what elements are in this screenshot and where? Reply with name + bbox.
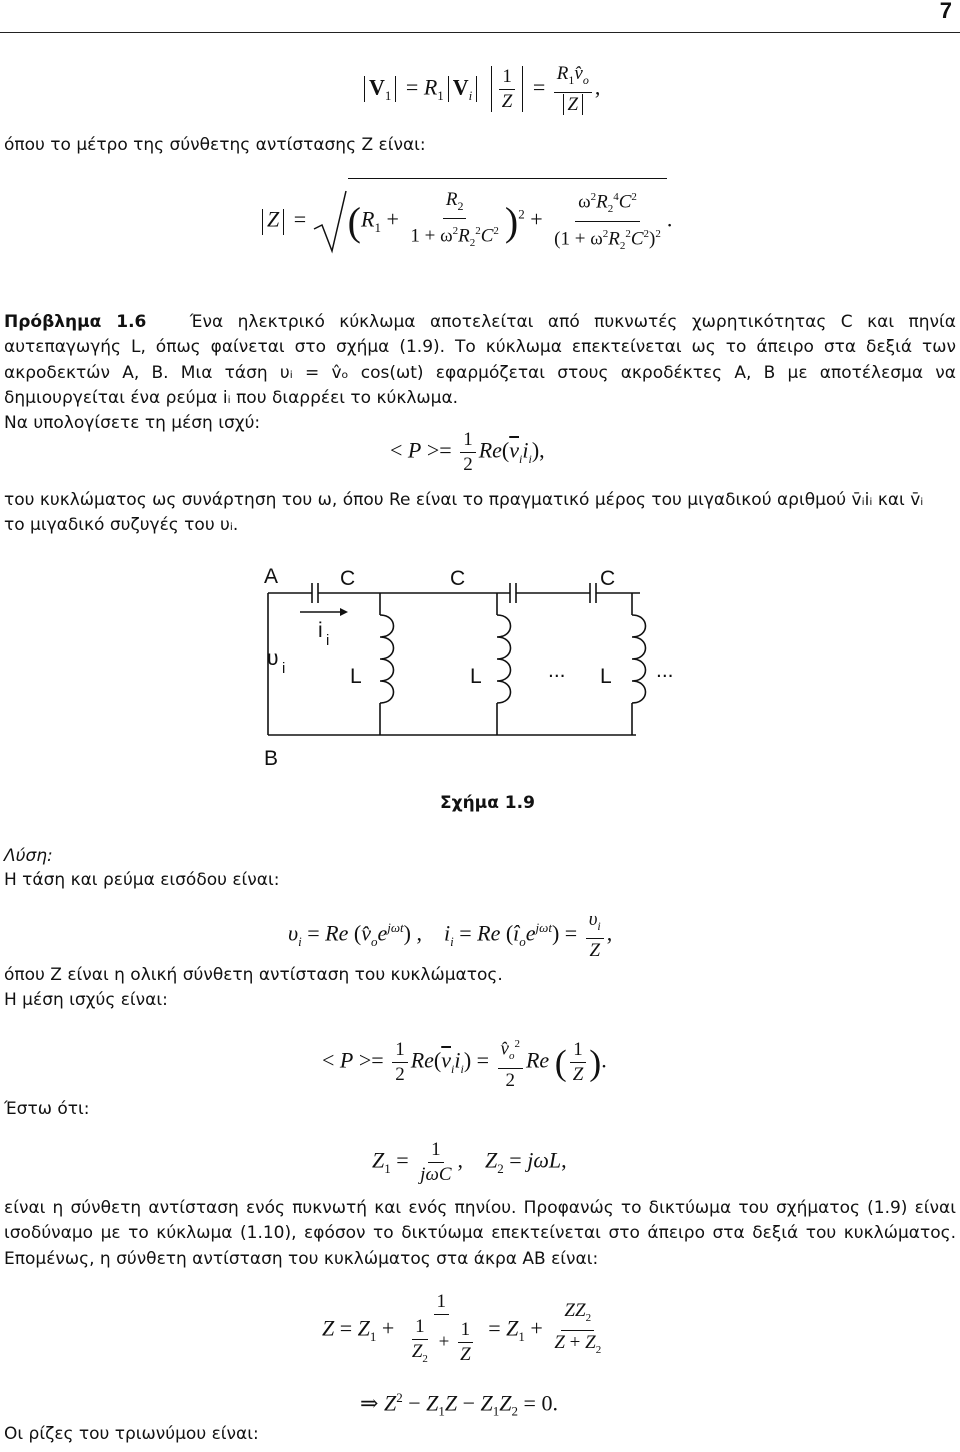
inductor-1-label: L [350,665,362,688]
compute-power: Να υπολογίσετε τη μέση ισχύ: [4,413,261,433]
modulus-intro: όπου το μέτρο της σύνθετης αντίστασης Z είναι: [4,135,426,155]
header-rule [0,32,960,33]
equation-z1-z2: $Z_1$ = $\frac{1}{\text{jωC}}$ , $Z_2 = j\omega L$, [372,1139,567,1185]
total-impedance-text: όπου Z είναι η ολική σύνθετη αντίσταση του κυκλώματος. [4,965,503,985]
capacitor-1-label: C [340,567,356,590]
capacitor-3-label: C [600,567,616,590]
mean-power-text: Η μέση ισχύς είναι: [4,990,168,1010]
equation-v1: $V_1 = R_1$ $V_i$ $\frac{1}{Z}$ = $\frac{R_1v̂_o}{Z}$ , [360,62,600,117]
node-a-label: A [264,565,279,588]
figure-caption: Σχήμα 1.9 [440,793,535,813]
capacitor-1 [312,583,318,603]
problem-body: Ένα ηλεκτρικό κύκλωμα αποτελείται από πυκνωτές χωρητικότητας C και πηνία αυτεπαγωγής L, όπως φαίνεται στο σχήμα (1.9). Το κύκλωμα επεκτείνεται ως το άπειρο στα δεξιά των ακροδεκτών Α, Β. Μια τάση υᵢ = v̂ₒ cos(ωt) εφαρμόζεται στους ακροδέκτες Α, Β με αποτέλεσμα να δημιουργείται ένα ρεύμα iᵢ που διαρρέει το κύκλωμα. [4,312,957,409]
inductor-3-label: L [600,665,612,688]
equation-vi-ii: $\upsilon_i = Re$ $(v̂_oe^{j\omega t})$ , $i_i = Re$ $(î_oe^{j\omega t})$ = $\frac{\upsilon_i}{Z}$ , [288,909,613,961]
equivalence-paragraph: είναι η σύνθετη αντίσταση ενός πυκνωτή και ενός πηνίου. Προφανώς το δικτύωμα του σχήματος (1.9) είναι ισοδύναμο με το κύκλωμα (1.10), εφόσον το δικτύωμα επεκτείνεται στο άπειρο στα δεξιά του κυκλώματος. Επομένως, η σύνθετη αντίσταση του κυκλώματος στα άκρα AB είναι: [4,1198,956,1269]
input-voltage-text: Η τάση και ρεύμα εισόδου είναι: [4,870,280,890]
roots-text: Οι ρίζες του τριωνύμου είναι: [4,1424,259,1444]
voltage-sub: i [282,660,286,677]
inductor-1 [380,593,394,735]
current-label: i [318,619,323,642]
current-sub: i [326,632,330,649]
inductor-2 [497,593,511,735]
page-number: 7 [939,0,952,23]
equation-z-magnitude: $Z = (R_1$ + $\frac{R_2}{1 + \omega^2R_2^2C^2}$ )$^2$ + $\frac{\omega^2R_2^4C^2}{(1 + \omega^2R_2^2C^2)^2}$ . [258,178,672,258]
capacitor-2 [510,583,516,603]
power-note-1: του κυκλώματος ως συνάρτηση του ω, όπου Re είναι το πραγματικό μέρος του μιγαδικού αριθμού v̄ᵢiᵢ και v̄ᵢ [4,490,924,510]
let-text: Έστω ότι: [4,1099,90,1119]
solution-label: Λύση: [4,846,53,866]
ellipsis-1: ... [548,659,566,682]
problem-label: Πρόβλημα 1.6 [4,312,147,332]
inductor-2-label: L [470,665,482,688]
equation-quadratic: ⇒ $Z^2 - Z_1Z - Z_1Z_2 = 0$. [360,1390,558,1419]
equation-z-total: $Z = Z_1$ + 1 $\frac{1}{Z_2}$ + $\frac{1}{Z}$ = $Z_1$ + $\frac{ZZ_2}{Z + Z_2}$ [322,1291,602,1366]
sqrt-icon [312,189,348,255]
power-note-2: το μιγαδικό συζυγές του υᵢ. [4,515,239,535]
ladder-circuit-diagram [0,555,960,795]
ellipsis-2: ... [656,659,674,682]
problem-paragraph [4,310,956,412]
capacitor-2-label: C [450,567,466,590]
voltage-label: υ [267,647,279,670]
capacitor-3 [590,583,596,603]
inductor-3 [632,593,646,735]
current-arrow-head [340,608,348,616]
equation-mean-power-2: < P >= $\frac{1}{2}$ $Re(\overline{v}_ii_i)$ = $\frac{v̂_o^2}{2}$ Re ( $\frac{1}{Z}$ ). [322,1032,607,1093]
node-b-label: B [264,747,279,770]
equation-mean-power: < P >= $\frac{1}{2}$ $Re(\overline{v}_ii_i)$, [390,429,545,475]
